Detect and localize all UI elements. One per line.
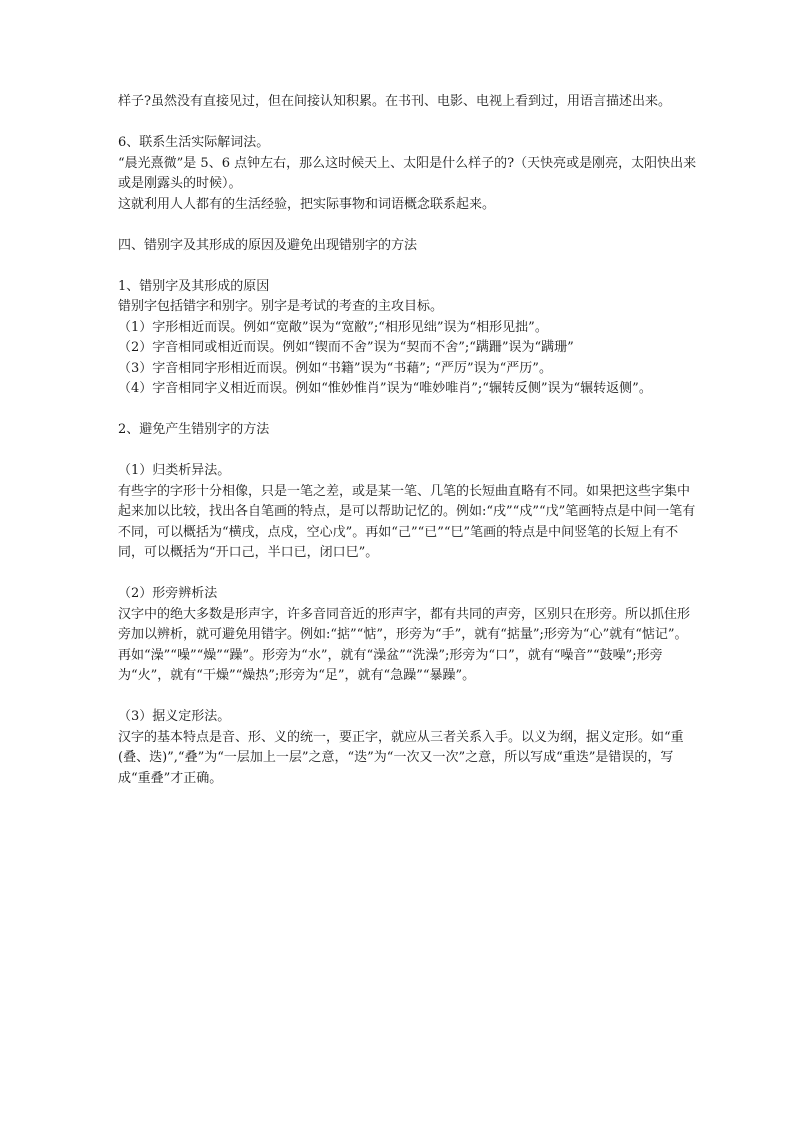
method-heading-1: （1）归类析异法。 bbox=[118, 463, 231, 478]
blank-line bbox=[118, 441, 698, 462]
list-item-cause-3: （3）字音相同字形相近而误。例如“书籍”误为“书藉”; “严厉”误为“严历”。 bbox=[118, 360, 552, 376]
blank-line bbox=[118, 256, 698, 277]
method-body-3: 汉字的基本特点是音、形、义的统一，要正字，就应从三者关系入手。以义为纲，据义定形。如“重(叠、迭)”,“叠”为“一层加上一层”之意，“迭”为“一次又一次”之意，所以写成“重迭”是错误的，写成“重叠”才正确。 bbox=[118, 729, 684, 786]
list-item-cause-1: （1）字形相近而误。例如“宽敞”误为“宽敝”;“相形见绌”误为“相形见拙”。 bbox=[118, 319, 548, 335]
paragraph-life-experience: 这就利用人人都有的生活经验，把实际事物和词语概念联系起来。 bbox=[118, 196, 496, 212]
section-heading-4: 四、错别字及其形成的原因及避免出现错别字的方法 bbox=[118, 237, 418, 253]
method-body-2: 汉字中的绝大多数是形声字，许多音同音近的形声字，都有共同的声旁，区别只在形旁。所以抓住形旁加以辨析，就可避免用错字。例如:“掂”“惦”，形旁为“手”，就有“掂量”;形旁为“心”就有“惦记”。再如“澡”“噪”“燥”“躁”。形旁为“水”，就有“澡盆”“洗澡”;形旁为“口”，就有“噪音”“鼓噪”;形旁为“火”，就有“干燥”“燥热”;形旁为“足”，就有“急躁”“暴躁”。 bbox=[118, 606, 691, 683]
subheading-causes: 1、错别字及其形成的原因 bbox=[118, 278, 270, 294]
paragraph-intro-continuation: 样子?虽然没有直接见过，但在间接认知积累。在书刊、电影、电视上看到过，用语言描述出来。 bbox=[118, 94, 671, 109]
subheading-avoid-methods: 2、避免产生错别字的方法 bbox=[118, 422, 270, 437]
method-heading-3: （3）据义定形法。 bbox=[118, 709, 231, 724]
blank-line bbox=[118, 564, 698, 585]
blank-line bbox=[118, 215, 698, 236]
method-body-1: 有些字的字形十分相像，只是一笔之差，或是某一笔、几笔的长短曲直略有不同。如果把这些字集中起来加以比较，找出各自笔画的特点，是可以帮助记忆的。例如:“戌”“戍”“戊”笔画特点是中间一笔有不同，可以概括为“横戌，点戍，空心戊”。再如“己”“已”“巳”笔画的特点是中间竖笔的长短上有不同，可以概括为“开口己，半口已，闭口巳”。 bbox=[118, 483, 696, 560]
blank-line bbox=[118, 113, 698, 134]
list-item-cause-2: （2）字音相同或相近而误。例如“锲而不舍”误为“契而不舍”;“蹒跚”误为“蹒珊” bbox=[118, 340, 574, 355]
list-item-cause-4: （4）字音相同字义相近而误。例如“惟妙惟肖”误为“唯妙唯肖”;“辗转反侧”误为“辗转返侧”。 bbox=[118, 381, 652, 396]
method-heading-2: （2）形旁辨析法 bbox=[118, 586, 218, 601]
paragraph-definition: 错别字包括错字和别字。别字是考试的考查的主攻目标。 bbox=[118, 299, 444, 314]
heading-method-6: 6、联系生活实际解词法。 bbox=[118, 135, 270, 150]
document-page bbox=[118, 92, 698, 789]
blank-line bbox=[118, 687, 698, 708]
paragraph-example-dawn: “晨光熹微”是 5、6 点钟左右，那么这时候天上、太阳是什么样子的?（天快亮或是刚亮，太阳快出来或是刚露头的时候）。 bbox=[118, 155, 697, 191]
blank-line bbox=[118, 400, 698, 421]
